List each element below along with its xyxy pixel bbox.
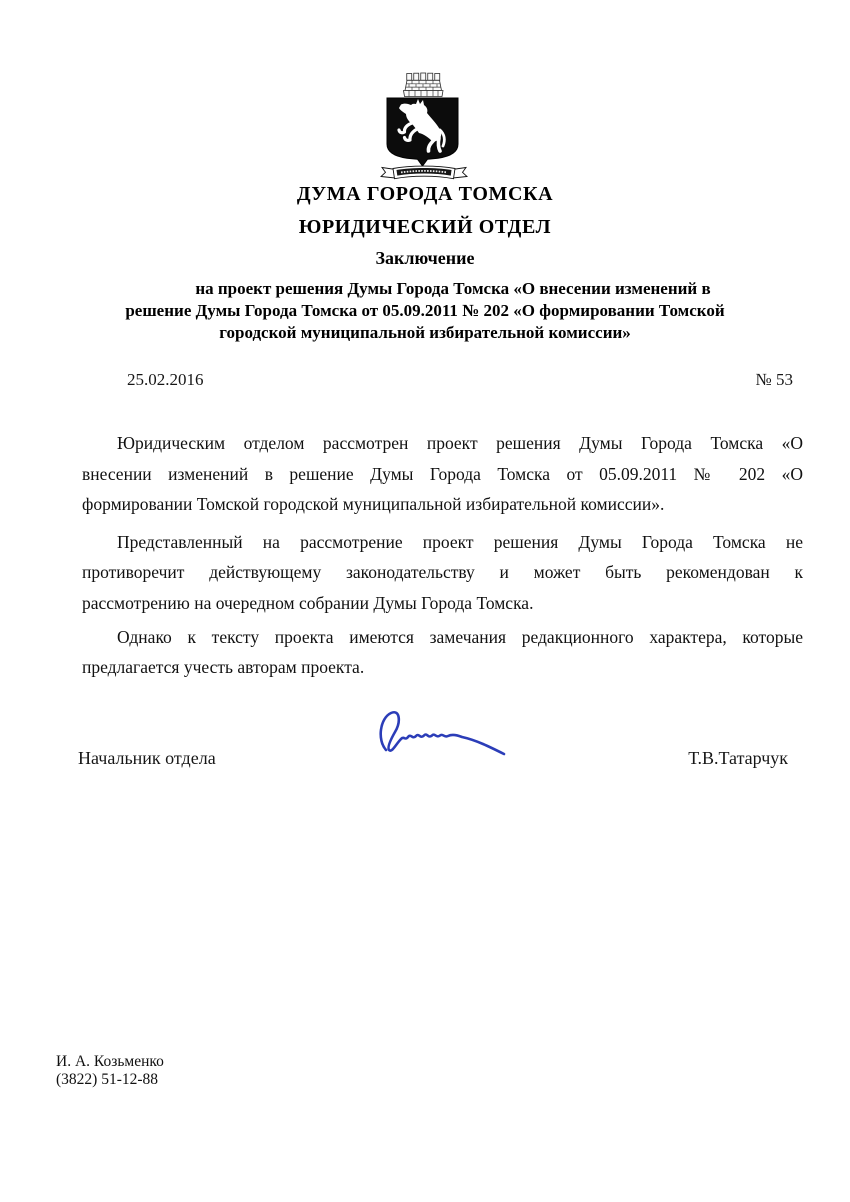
body-paragraph xyxy=(82,527,803,619)
body-paragraph xyxy=(82,428,803,520)
signer-position: Начальник отдела xyxy=(78,748,216,768)
body-line: формировании Томской городской муниципальной избирательной комиссии». xyxy=(82,494,665,514)
motto-ribbon-icon xyxy=(381,166,467,179)
executor-block xyxy=(56,1053,164,1089)
body-line: Юридическим отделом рассмотрен проект решения Думы Города Томска «О xyxy=(117,433,803,453)
subject-line: на проект решения Думы Города Томска «О внесении изменений в xyxy=(195,279,711,298)
body-line: противоречит действующему законодательству и может быть рекомендован к xyxy=(82,562,803,582)
executor-name: И. А. Козьменко xyxy=(56,1053,164,1070)
subject-line: городской муниципальной избирательной комиссии» xyxy=(219,323,631,342)
requisites-row xyxy=(127,370,793,390)
body-line: Однако к тексту проекта имеются замечания редакционного характера, которые xyxy=(117,626,803,647)
body-line: предлагается учесть авторам проекта. xyxy=(82,657,365,677)
mural-crown-icon xyxy=(404,73,444,97)
subject-line: решение Думы Города Томска от 05.09.2011 № 202 «О формировании Томской xyxy=(125,301,725,320)
body-line: Представленный на рассмотрение проект решения Думы Города Томска не xyxy=(117,531,803,552)
signer-name: Т.В.Татарчук xyxy=(688,748,788,768)
body-line: внесении изменений в решение Думы Города Томска от 05.09.2011 № 202 «О xyxy=(82,463,803,484)
document-number: № 53 xyxy=(755,370,793,389)
shield-icon xyxy=(387,98,458,166)
document-subject xyxy=(55,278,795,344)
executor-phone: (3822) 51-12-88 xyxy=(56,1071,159,1088)
department-title: ЮРИДИЧЕСКИЙ ОТДЕЛ xyxy=(298,216,552,238)
body-line: рассмотрению на очередном собрании Думы Города Томска. xyxy=(82,592,534,613)
document-date: 25.02.2016 xyxy=(127,370,204,389)
signature-row xyxy=(78,747,788,769)
organization-title: ДУМА ГОРОДА ТОМСКА xyxy=(296,183,554,205)
tomsk-coat-of-arms-icon xyxy=(378,70,470,182)
document-body xyxy=(82,428,803,683)
body-paragraph xyxy=(82,622,803,683)
document-type-title: Заключение xyxy=(375,248,475,268)
